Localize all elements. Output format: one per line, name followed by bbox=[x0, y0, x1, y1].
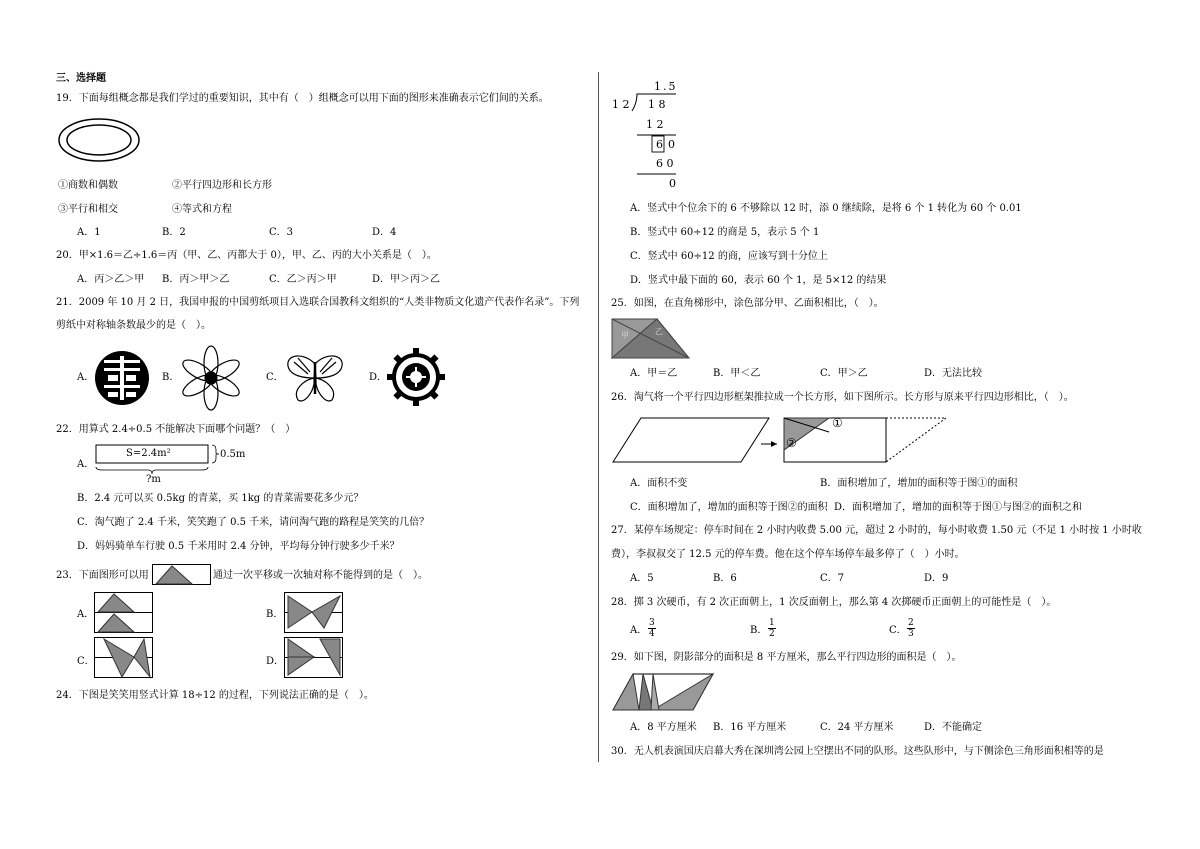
q28-option-c-label[interactable]: C． bbox=[889, 625, 907, 636]
q28-option-b-label[interactable]: B． bbox=[750, 625, 768, 636]
q19-nested-ellipse-figure bbox=[58, 118, 142, 164]
q20-option-d[interactable]: D．甲＞丙＞乙 bbox=[372, 274, 441, 285]
q25-option-b[interactable]: B．甲＜乙 bbox=[713, 368, 761, 379]
q25-stem: 25．如图，在直角梯形中，涂色部分甲、乙面积相比，（ ）。 bbox=[611, 298, 884, 309]
q24-option-a[interactable]: A．竖式中个位余下的 6 不够除以 12 时，添 0 继续除，是将 6 个 1 转化为 60 个 0.01 bbox=[630, 203, 1022, 214]
q19-stem: 19．下面每组概念都是我们学过的重要知识，其中有（ ）组概念可以用下面的图形来准确表示它们间的关系。 bbox=[56, 93, 549, 104]
q19-option-c[interactable]: C．3 bbox=[269, 227, 294, 238]
q19-option-b[interactable]: B．2 bbox=[162, 227, 186, 238]
q19-item-1: ①商数和偶数 bbox=[58, 180, 118, 191]
division-divisor: 1 2 bbox=[612, 98, 630, 111]
q28-option-c-denominator: 3 bbox=[908, 629, 914, 639]
division-row2-boxed: 6 bbox=[656, 138, 663, 151]
q27-option-b[interactable]: B．6 bbox=[713, 573, 737, 584]
q22-option-d[interactable]: D．妈妈骑单车行驶 0.5 千米用时 2.4 分钟，平均每分钟行驶多少千米？ bbox=[77, 541, 400, 552]
q23-reference-figure bbox=[152, 564, 212, 586]
q26-parallelogram-rectangle-figure bbox=[611, 414, 951, 466]
q24-stem: 24．下图是笑笑用竖式计算 18÷12 的过程，下列说法正确的是（ ）。 bbox=[56, 690, 374, 701]
division-row4: 0 bbox=[669, 177, 676, 190]
q25-label-jia: 甲 bbox=[621, 331, 629, 340]
q25-label-yi: 乙 bbox=[655, 327, 663, 336]
q25-option-c[interactable]: C．甲＞乙 bbox=[820, 368, 868, 379]
q23-option-c-figure bbox=[94, 637, 154, 679]
q30-stem: 30．无人机表演国庆启幕大秀在深圳湾公园上空摆出不同的队形。这些队形中，与下侧涂色三角形面积相等的是 bbox=[611, 746, 1104, 757]
q22-option-b[interactable]: B．2.4 元可以买 0.5kg 的青菜，买 1kg 的青菜需要花多少元？ bbox=[77, 493, 364, 504]
q19-item-3: ③平行和相交 bbox=[58, 204, 118, 215]
q24-option-b[interactable]: B．竖式中 60÷12 的商是 5，表示 5 个 1 bbox=[630, 227, 820, 238]
q20-stem: 20．甲×1.6＝乙÷1.6＝丙（甲、乙、丙都大于 0），甲、乙、丙的大小关系是（ ）。 bbox=[56, 250, 437, 261]
section-title: 三、选择题 bbox=[56, 73, 106, 84]
q19-item-2: ②平行四边形和长方形 bbox=[172, 180, 272, 191]
q28-option-b-denominator: 2 bbox=[769, 629, 775, 639]
q26-option-d[interactable]: D．面积增加了，增加的面积等于图①与图②的面积之和 bbox=[834, 502, 1083, 513]
q28-option-c-fraction[interactable] bbox=[907, 618, 915, 639]
q26-option-a[interactable]: A．面积不变 bbox=[630, 478, 688, 489]
q28-option-c-numerator: 2 bbox=[908, 618, 914, 628]
q29-parallelogram-figure bbox=[611, 672, 715, 712]
q21-label-c[interactable]: C． bbox=[266, 372, 284, 383]
q27-stem-line2: 费），李叔叔交了 12.5 元的停车费。他在这个停车场停车最多停了（ ）小时。 bbox=[611, 549, 965, 560]
q23-stem-b: 通过一次平移或一次轴对称不能得到的是（ ）。 bbox=[213, 570, 428, 581]
q21-stem-line1: 21．2009 年 10 月 2 日，我国申报的中国剪纸项目入选联合国教科文组织的“人类非物质文化遗产代表作名录”。下列 bbox=[56, 297, 580, 308]
q23-option-d-figure bbox=[284, 637, 344, 679]
q23-label-b[interactable]: B． bbox=[266, 609, 284, 620]
q22-label-a[interactable]: A． bbox=[77, 459, 95, 470]
knot-papercut-icon bbox=[386, 347, 446, 407]
q20-option-b[interactable]: B．丙＞甲＞乙 bbox=[162, 274, 230, 285]
q20-option-c[interactable]: C．乙＞丙＞甲 bbox=[269, 274, 337, 285]
q26-stem: 26．淘气将一个平行四边形框架推拉成一个长方形，如下图所示。长方形与原来平行四边形相比，（ ）。 bbox=[611, 392, 1074, 403]
q20-option-a[interactable]: A．丙＞乙＞甲 bbox=[77, 274, 145, 285]
q22-area-label: S=2.4m² bbox=[126, 448, 171, 459]
q28-option-a-numerator: 3 bbox=[649, 618, 655, 628]
q25-option-d[interactable]: D．无法比较 bbox=[924, 368, 983, 379]
q28-option-b-fraction[interactable] bbox=[768, 618, 776, 639]
division-dividend: 1 8 bbox=[648, 98, 666, 111]
division-quotient: 1.5 bbox=[654, 80, 678, 93]
q26-option-b[interactable]: B．面积增加了，增加的面积等于图①的面积 bbox=[820, 478, 1018, 489]
q27-option-d[interactable]: D．9 bbox=[924, 573, 949, 584]
q27-stem-line1: 27．某停车场规定：停车时间在 2 小时内收费 5.00 元，超过 2 小时的，每小时收费 1.50 元（不足 1 小时按 1 小时收 bbox=[611, 525, 1142, 536]
q22-stem: 22．用算式 2.4÷0.5 不能解决下面哪个问题？（ ） bbox=[56, 424, 296, 435]
q28-option-b-numerator: 1 bbox=[769, 618, 775, 628]
q28-option-a-fraction[interactable] bbox=[648, 618, 656, 639]
q22-length-label: ?m bbox=[146, 474, 161, 485]
q29-option-a[interactable]: A．8 平方厘米 bbox=[630, 722, 697, 733]
q27-option-c[interactable]: C．7 bbox=[820, 573, 845, 584]
q28-option-a-denominator: 4 bbox=[649, 629, 655, 639]
q24-option-c[interactable]: C．竖式中 60÷12 的商，应该写到十分位上 bbox=[630, 251, 828, 262]
q21-stem-line2: 剪纸中对称轴条数最少的是（ ）。 bbox=[56, 320, 211, 331]
q19-option-a[interactable]: A．1 bbox=[77, 227, 101, 238]
column-divider bbox=[598, 72, 599, 762]
q27-option-a[interactable]: A．5 bbox=[630, 573, 654, 584]
q28-option-a-label[interactable]: A． bbox=[630, 625, 648, 636]
q23-label-d[interactable]: D． bbox=[266, 656, 285, 667]
q23-option-b-figure bbox=[284, 592, 344, 634]
q28-stem: 28．掷 3 次硬币，有 2 次正面朝上，1 次反面朝上，那么第 4 次掷硬币正面朝上的可能性是（ ）。 bbox=[611, 597, 1057, 608]
q23-label-a[interactable]: A． bbox=[77, 609, 95, 620]
division-row1: 1 2 bbox=[646, 118, 664, 131]
division-row3: 6 0 bbox=[656, 157, 674, 170]
q21-label-b[interactable]: B． bbox=[162, 372, 180, 383]
q26-label-2: ② bbox=[786, 436, 797, 450]
double-happiness-papercut-icon bbox=[94, 350, 150, 406]
q29-option-b[interactable]: B．16 平方厘米 bbox=[713, 722, 787, 733]
division-row2-zero: 0 bbox=[668, 138, 675, 151]
q21-label-a[interactable]: A． bbox=[77, 372, 95, 383]
q23-option-a-figure bbox=[94, 592, 154, 634]
q29-option-d[interactable]: D．不能确定 bbox=[924, 722, 983, 733]
q26-label-1: ① bbox=[832, 416, 843, 430]
q26-option-c[interactable]: C．面积增加了，增加的面积等于图②的面积 bbox=[630, 502, 828, 513]
q19-item-4: ④等式和方程 bbox=[172, 204, 232, 215]
butterfly-papercut-icon bbox=[284, 350, 346, 406]
q23-stem-a: 23．下面图形可以用 bbox=[56, 570, 149, 581]
q24-option-d[interactable]: D．竖式中最下面的 60，表示 60 个 1，是 5×12 的结果 bbox=[630, 275, 887, 286]
q25-option-a[interactable]: A．甲＝乙 bbox=[630, 368, 678, 379]
q23-label-c[interactable]: C． bbox=[77, 656, 95, 667]
q21-label-d[interactable]: D． bbox=[369, 372, 388, 383]
flower-papercut-icon bbox=[176, 346, 246, 410]
q19-option-d[interactable]: D．4 bbox=[372, 227, 397, 238]
q22-option-c[interactable]: C．淘气跑了 2.4 千米，笑笑跑了 0.5 千米，请问淘气跑的路程是笑笑的几倍？ bbox=[77, 517, 430, 528]
q22-width-label: 0.5m bbox=[220, 449, 246, 460]
q29-stem: 29．如下图，阴影部分的面积是 8 平方厘米，那么平行四边形的面积是（ ）。 bbox=[611, 652, 962, 663]
q29-option-c[interactable]: C．24 平方厘米 bbox=[820, 722, 894, 733]
